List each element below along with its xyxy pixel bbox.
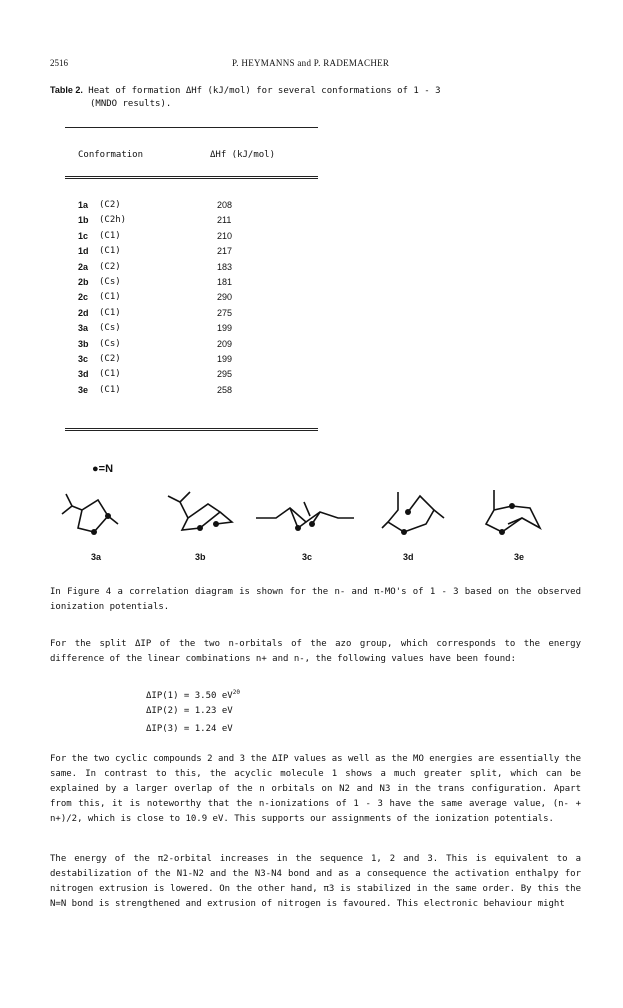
table-cell-symmetry: (C1) [99,246,121,257]
equation-ip2: ΔIP(2) = 1.23 eV [146,706,233,716]
table-cell-symmetry: (Cs) [99,338,121,349]
table-cell-heat: 258 [217,384,233,395]
table-cell-conformation-id: 3b [78,338,89,349]
equation-ip1-ref: 20 [232,689,240,696]
table-cell-heat: 275 [217,307,233,318]
nitrogen-atom [309,521,315,527]
equation-ip1-text: ΔIP(1) = 3.50 eV [146,691,233,701]
table-cell-symmetry: (Cs) [99,277,121,287]
nitrogen-atom [197,525,203,531]
figure-legend-n: ●=N [92,463,114,475]
table-cell-symmetry: (C1) [99,369,121,380]
table-cell-conformation-id: 3a [78,323,89,334]
table-cell-conformation-id: 3d [78,369,89,380]
table-cell-symmetry: (C2) [99,200,121,210]
nitrogen-atom [295,525,301,531]
table-header-conformation: Conformation [78,150,144,160]
paragraph-correlation-diagram: In Figure 4 a correlation diagram is shown for the n- and π-MO's of 1 - 3 based on the observed ionization potentials. [50,587,581,612]
table-cell-conformation-id: 1b [78,215,89,226]
table-caption [50,84,440,111]
table-caption-line2: (MNDO results). [90,99,172,109]
table-cell-heat: 208 [217,200,233,210]
nitrogen-atom [105,513,111,519]
table-cell-conformation-id: 2a [78,261,89,272]
molecule-label-3c: 3c [302,552,313,562]
table-cell-heat: 199 [217,354,233,364]
table-caption-text: Heat of formation ΔHf (kJ/mol) for several conformations of 1 - 3 [88,86,441,96]
paragraph-pi-orbital: The energy of the π2-orbital increases in the sequence 1, 2 and 3. This is equivalent to a destabilization of the N1-N2 and the N3-N4 bond and as a consequence the activation enthalpy for nitrogen extrusion is lowered. On the other hand, π3 is stabilized in the same order. By this the N=N bond is strengthened and extrusion of nitrogen is favoured. This electronic behaviour might [50,854,581,909]
page-number: 2516 [50,58,68,68]
table-header-heat: ΔHf (kJ/mol) [210,150,276,160]
equation-ip3: ΔIP(3) = 1.24 eV [146,724,233,734]
table-cell-symmetry: (C2) [99,354,121,364]
paragraph-split: For the split ΔIP of the two n-orbitals of the azo group, which corresponds to the energy difference of the linear combinations n+ and n-, the following values have been found: [50,639,581,664]
table-header-rule [65,176,318,179]
nitrogen-atom [499,529,505,535]
table-cell-symmetry: (C1) [99,307,121,318]
table-cell-conformation-id: 1c [78,230,89,241]
molecule-3b-structure [160,488,240,548]
table-cell-symmetry: (C1) [99,230,121,241]
molecule-label-3a: 3a [91,552,102,562]
molecule-3d-structure [378,488,458,548]
table-cell-symmetry: (C1) [99,384,121,395]
molecule-label-3d: 3d [403,552,414,562]
molecule-3e-structure [480,488,560,548]
nitrogen-atom [405,509,411,515]
table-cell-heat: 290 [217,292,233,303]
nitrogen-atom [213,521,219,527]
table-top-rule [65,127,318,128]
table-cell-heat: 217 [217,246,233,257]
paragraph-cyclic-compounds: For the two cyclic compounds 2 and 3 the ΔIP values as well as the MO energies are essentially the same. In contrast to this, the acyclic molecule 1 shows a much greater split, which can be explained by a larger overlap of the n orbitals on N2 and N3 in the trans configuration. Apart from this, it is noteworthy that the n-ionizations of 1 - 3 have the same average value, (n- + n+)/2, which is close to 10.9 eV. This supports our assignments of the ionization potentials. [50,754,582,824]
table-bottom-rule [65,428,318,431]
table-cell-conformation-id: 2b [78,277,89,287]
table-cell-heat: 209 [217,338,233,349]
nitrogen-atom [509,503,515,509]
table-cell-symmetry: (C2h) [99,215,127,226]
molecule-label-3e: 3e [514,552,525,562]
table-cell-heat: 181 [217,277,233,287]
table-cell-heat: 210 [217,230,233,241]
table-cell-conformation-id: 1a [78,200,89,210]
table-cell-heat: 295 [217,369,233,380]
table-cell-conformation-id: 1d [78,246,89,257]
molecule-label-3b: 3b [195,552,206,562]
running-header-authors: P. HEYMANNS and P. RADEMACHER [232,58,390,68]
table-caption-label: Table 2. [50,85,83,95]
table-cell-conformation-id: 2c [78,292,89,303]
table-cell-heat: 199 [217,323,233,334]
table-cell-conformation-id: 3c [78,354,89,364]
table-cell-heat: 211 [217,215,232,226]
molecule-3a-structure [58,488,138,548]
molecule-3c-structure [250,488,360,548]
nitrogen-atom [91,529,97,535]
table-cell-conformation-id: 3e [78,384,89,395]
nitrogen-atom [401,529,407,535]
table-cell-symmetry: (C1) [99,292,121,303]
table-cell-symmetry: (C2) [99,261,121,272]
table-cell-conformation-id: 2d [78,307,89,318]
table-cell-symmetry: (Cs) [99,323,121,334]
table-cell-heat: 183 [217,261,233,272]
